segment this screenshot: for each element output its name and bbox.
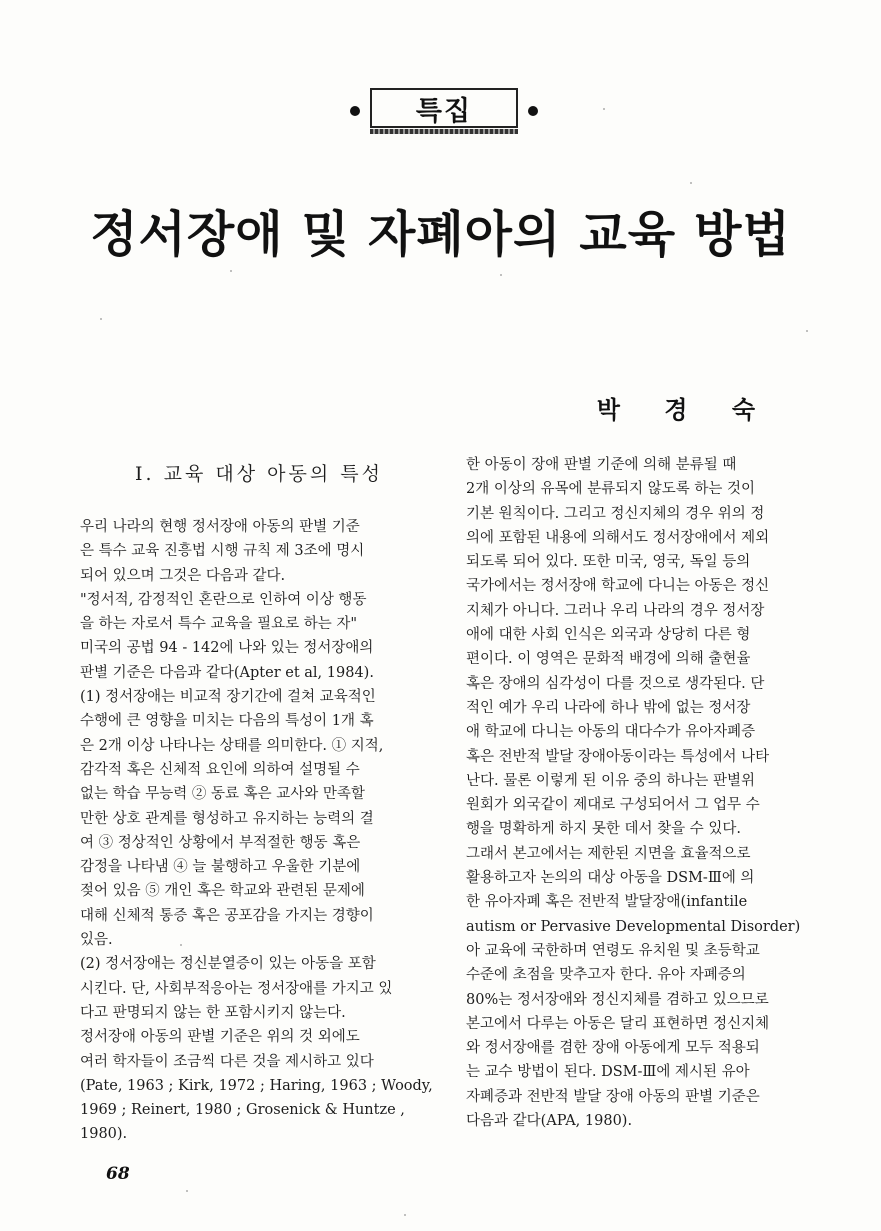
text-line: 난다. 물론 이렇게 된 이유 중의 하나는 판별위 xyxy=(466,772,755,789)
feature-tag-box xyxy=(370,88,518,128)
text-line: 국가에서는 정서장애 학교에 다니는 아동은 정신 xyxy=(466,578,770,595)
text-line: 혹은 장애의 심각성이 다를 것으로 생각된다. 단 xyxy=(466,675,765,692)
text-line: 판별 기준은 다음과 같다(Apter et al, 1984). xyxy=(80,664,374,681)
text-line: 감정을 나타냄 ④ 늘 불행하고 우울한 기분에 xyxy=(80,859,361,876)
feature-tag xyxy=(348,88,548,136)
text-line: 은 특수 교육 진흥법 시행 규칙 제 3조에 명시 xyxy=(80,543,365,560)
text-line: 수준에 초점을 맞추고자 한다. 유아 자폐증의 xyxy=(466,967,746,984)
text-line: 되어 있으며 그것은 다음과 같다. xyxy=(80,567,286,584)
text-line: 다음과 같다(APA, 1980). xyxy=(466,1113,633,1130)
paper-speck xyxy=(186,1190,188,1192)
text-line: "정서적, 감정적인 혼란으로 인하여 이상 행동 xyxy=(80,591,367,608)
text-line: 2개 이상의 유목에 분류되지 않도록 하는 것이 xyxy=(466,481,756,498)
paper-speck xyxy=(806,330,808,332)
text-line: 는 교수 방법이 된다. DSM-Ⅲ에 제시된 유아 xyxy=(466,1064,750,1081)
paper-speck xyxy=(690,182,692,184)
right-column xyxy=(466,453,812,1133)
paper-speck xyxy=(404,1214,406,1216)
text-line: 자폐증과 전반적 발달 장애 아동의 판별 기준은 xyxy=(466,1088,760,1105)
paper-speck xyxy=(500,274,502,276)
text-line: 여 ③ 정상적인 상황에서 부적절한 행동 혹은 xyxy=(80,834,361,851)
text-line: 80%는 정서장애와 정신지체를 겸하고 있으므로 xyxy=(466,991,769,1008)
text-line: 의에 포함된 내용에 의해서도 정서장애에서 제외 xyxy=(466,529,770,546)
text-line: 적인 예가 우리 나라에 하나 밖에 없는 정서장 xyxy=(466,699,751,716)
article-title: 정서장애 및 자폐아의 교육 방법 xyxy=(90,205,791,263)
text-line: 애 학교에 다니는 아동의 대다수가 유아자폐증 xyxy=(466,724,756,741)
text-line: 은 2개 이상 나타나는 상태를 의미한다. ① 지적, xyxy=(80,737,384,754)
paper-speck xyxy=(603,108,605,110)
left-column xyxy=(80,453,438,1147)
text-line: 지체가 아니다. 그러나 우리 나라의 경우 정서장 xyxy=(466,602,765,619)
text-line: 여러 학자들이 조금씩 다른 것을 제시하고 있다 xyxy=(80,1053,374,1070)
text-line: 원회가 외국같이 제대로 구성되어서 그 업무 수 xyxy=(466,797,760,814)
tag-underline-decoration xyxy=(370,129,518,134)
text-line: 편이다. 이 영역은 문화적 배경에 의해 출현율 xyxy=(466,651,751,668)
text-line: autism or Pervasive Developmental Disorder) xyxy=(466,918,801,935)
section-heading: Ⅰ. 교육 대상 아동의 특성 xyxy=(135,463,383,485)
left-column-body xyxy=(80,515,438,1147)
text-line: 한 유아자폐 혹은 전반적 발달장애(infantile xyxy=(466,894,748,911)
text-line: 애에 대한 사회 인식은 외국과 상당히 다른 형 xyxy=(466,627,751,644)
text-line: (1) 정서장애는 비교적 장기간에 걸쳐 교육적인 xyxy=(80,689,376,706)
text-line: 1980). xyxy=(80,1126,128,1143)
text-line: 대해 신체적 통증 혹은 공포감을 가지는 경향이 xyxy=(80,907,374,924)
text-line: 본고에서 다루는 아동은 달리 표현하면 정신지체 xyxy=(466,1015,770,1032)
text-line: 다고 판명되지 않는 한 포함시키지 않는다. xyxy=(80,1004,346,1021)
text-line: 있음. xyxy=(80,932,113,949)
feature-tag-label: 특집 xyxy=(415,95,473,127)
text-line: 감각적 혹은 신체적 요인에 의하여 설명될 수 xyxy=(80,761,360,778)
page-number: 68 xyxy=(106,1164,130,1184)
bullet-icon xyxy=(350,106,360,116)
text-line: 을 하는 자로서 특수 교육을 필요로 하는 자" xyxy=(80,616,358,633)
bullet-icon xyxy=(528,106,538,116)
text-line: 기본 원칙이다. 그리고 정신지체의 경우 위의 정 xyxy=(466,505,765,522)
text-line: 수행에 큰 영향을 미치는 다음의 특성이 1개 혹 xyxy=(80,713,374,730)
text-line: 되도록 되어 있다. 또한 미국, 영국, 독일 등의 xyxy=(466,554,751,571)
text-line: 정서장애 아동의 판별 기준은 위의 것 외에도 xyxy=(80,1029,360,1046)
text-line: 미국의 공법 94 - 142에 나와 있는 정서장애의 xyxy=(80,640,374,657)
author-name: 박 경 숙 xyxy=(596,396,773,424)
text-line: 한 아동이 장애 판별 기준에 의해 분류될 때 xyxy=(466,457,737,473)
paper-speck xyxy=(100,318,102,320)
text-line: 없는 학습 무능력 ② 동료 혹은 교사와 만족할 xyxy=(80,786,365,803)
text-line: 혹은 전반적 발달 장애아동이라는 특성에서 나타 xyxy=(466,748,770,765)
text-line: 그래서 본고에서는 제한된 지면을 효율적으로 xyxy=(466,845,751,862)
right-column-body xyxy=(466,453,812,1133)
text-line: 와 정서장애를 겸한 장애 아동에게 모두 적용되 xyxy=(466,1040,760,1057)
text-line: 만한 상호 관계를 형성하고 유지하는 능력의 결 xyxy=(80,810,374,827)
paper-speck xyxy=(230,270,232,272)
text-line: (Pate, 1963 ; Kirk, 1972 ; Haring, 1963 ; Woody, xyxy=(80,1077,433,1094)
text-line: 1969 ; Reinert, 1980 ; Grosenick & Huntze , xyxy=(80,1102,405,1119)
text-line: 우리 나라의 현행 정서장애 아동의 판별 기준 xyxy=(80,519,360,535)
text-line: (2) 정서장애는 정신분열증이 있는 아동을 포함 xyxy=(80,956,376,973)
text-line: 행을 명확하게 하지 못한 데서 찾을 수 있다. xyxy=(466,821,741,838)
paper-speck xyxy=(180,944,182,946)
text-line: 활용하고자 논의의 대상 아동을 DSM-Ⅲ에 의 xyxy=(466,870,755,887)
text-line: 시킨다. 단, 사회부적응아는 정서장애를 가지고 있 xyxy=(80,980,393,997)
text-line: 아 교육에 국한하며 연령도 유치원 및 초등학교 xyxy=(466,942,760,959)
text-line: 젖어 있음 ⑤ 개인 혹은 학교와 관련된 문제에 xyxy=(80,883,365,900)
